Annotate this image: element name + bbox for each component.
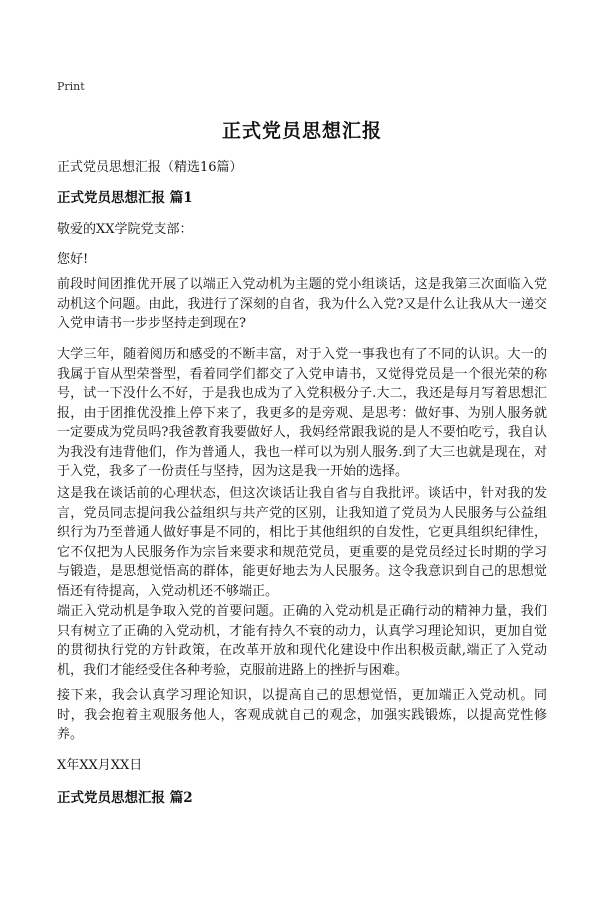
salutation: 敬爱的XX学院党支部：	[57, 222, 193, 237]
page-title: 正式党员思想汇报	[221, 120, 382, 142]
paragraph-3: 这是我在谈话前的心理状态，但这次谈话让我自省与自我批评。谈话中，针对我的发言，党员同志提问我公益组织与共产党的区别，让我知道了党员为人民服务与公益组织行为乃至普通人做好事是不同的，相比于其他组织的自发性，它更具组织纪律性，它不仅把为人民服务作为宗旨来要求和规范党员，更重要的是党员经过长时期的学习与锻造，是思想觉悟高的群体，能更好地去为人民服务。这令我意识到自己的思想觉悟还有待提高，入党动机还不够端正。	[57, 486, 547, 599]
report-date: X年XX月XX日	[57, 758, 143, 773]
document-page	[57, 0, 547, 899]
section-heading-1: 正式党员思想汇报 篇1	[57, 190, 193, 206]
document-subtitle: 正式党员思想汇报（精选16篇）	[57, 160, 243, 175]
paragraph-4: 端正入党动机是争取入党的首要问题。正确的入党动机是正确行动的精神力量，我们只有树立了正确的入党动机，才能有持久不衰的动力，认真学习理论知识，更加自觉的贯彻执行党的方针政策，在改革开放和现代化建设中作出积极贡献,端正了入党动机，我们才能经受住各种考验，克服前进路上的挫折与困难。	[57, 604, 547, 678]
section-heading-2: 正式党员思想汇报 篇2	[57, 790, 193, 806]
greeting: 您好!	[57, 252, 89, 267]
paragraph-5: 接下来，我会认真学习理论知识，以提高自己的思想觉悟，更加端正入党动机。同时，我会抱着主观服务他人，客观成就自己的观念，加强实践锻炼，以提高党性修养。	[57, 688, 547, 742]
paragraph-2: 大学三年，随着阅历和感受的不断丰富，对于入党一事我也有了不同的认识。大一的我属于盲从型荣誉型，看着同学们都交了入党申请书，又觉得党员是一个很光荣的称号，试一下没什么不好，于是我也成为了入党积极分子.大二，我还是每月写着思想汇报，由于团推优没推上停下来了，我更多的是旁观、是思考：做好事、为别人服务就一定要成为党员吗?我爸教育我要做好人，我妈经常跟我说的是人不要怕吃亏，我自认为我没有违背他们，作为普通人，我也一样可以为别人服务.到了大三也就是现在，对于入党，我多了一份责任与坚持，因为这是我一开始的选择。	[57, 347, 547, 479]
print-label[interactable]: Print	[57, 80, 85, 93]
paragraph-1: 前段时间团推优开展了以端正入党动机为主题的党小组谈话，这是我第三次面临入党动机这个问题。由此，我进行了深刻的自省，我为什么入党?又是什么让我从大一递交入党申请书一步步坚持走到现在?	[57, 277, 547, 331]
